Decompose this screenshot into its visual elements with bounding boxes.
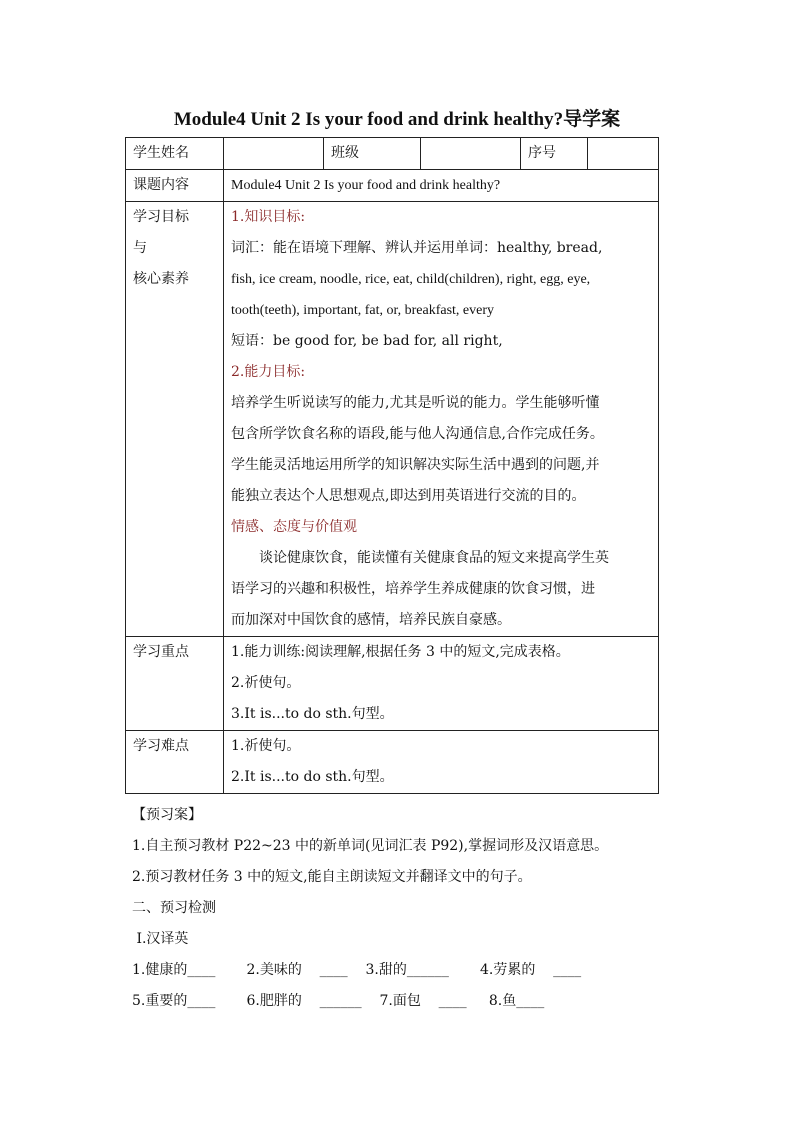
key-point-item: 1.能力训练:阅读理解,根据任务 3 中的短文,完成表格。 [231, 644, 570, 660]
vocab-line-3: tooth(teeth), important, fat, or, breakfast, every [231, 303, 495, 318]
ability-line-4: 能独立表达个人思想观点,即达到用英语进行交流的目的。 [231, 488, 586, 504]
emotion-goal-title: 情感、态度与价值观 [231, 519, 357, 535]
ability-line-3: 学生能灵活地运用所学的知识解决实际生活中遇到的问题,并 [231, 457, 600, 473]
class-label: 班级 [324, 138, 421, 170]
goals-label [126, 202, 224, 637]
difficulty-content [224, 731, 659, 794]
goals-row [126, 202, 659, 637]
preview-item-2: 2.预习教材任务 3 中的短文,能自主朗读短文并翻译文中的句子。 [132, 869, 532, 885]
ability-line-2: 包含所学饮食名称的语段,能与他人沟通信息,合作完成任务。 [231, 426, 604, 442]
emotion-line-1: 谈论健康饮食，能读懂有关健康食品的短文来提高学生英 [259, 550, 609, 566]
key-points-label: 学习重点 [126, 637, 224, 731]
translate-section-heading: Ⅰ.汉译英 [132, 931, 189, 947]
phrases-line: 短语：be good for, be bad for, all right, [231, 333, 503, 349]
key-point-item: 3.It is...to do sth.句型。 [231, 706, 394, 722]
student-name-value [224, 138, 324, 170]
emotion-line-3: 而加深对中国饮食的感情，培养民族自豪感。 [231, 612, 511, 628]
seat-number-label: 序号 [521, 138, 588, 170]
vocab-line-1: 词汇：能在语境下理解、辨认并运用单词：healthy, bread, [231, 240, 603, 256]
ability-line-1: 培养学生听说读写的能力,尤其是听说的能力。学生能够听懂 [231, 395, 600, 411]
exercise-row-2: 5.重要的____ 6.肥胖的 ______ 7.面包 ____ 8.鱼____ [132, 993, 545, 1009]
emotion-line-2: 语学习的兴趣和积极性，培养学生养成健康的饮食习惯，进 [231, 581, 595, 597]
goals-label-line-2: 与 [133, 240, 147, 256]
page-title: Module4 Unit 2 Is your food and drink healthy?导学案 [173, 109, 621, 130]
vocab-line-2: fish, ice cream, noodle, rice, eat, child(children), right, egg, eye, [231, 272, 591, 287]
exercise-row-1: 1.健康的____ 2.美味的 ____ 3.甜的______ 4.劳累的 ____ [132, 962, 582, 978]
difficulty-label: 学习难点 [126, 731, 224, 794]
key-point-item: 2.祈使句。 [231, 675, 301, 691]
knowledge-goal-title: 1.知识目标: [231, 209, 306, 225]
topic-value: Module4 Unit 2 Is your food and drink healthy? [224, 170, 659, 202]
goals-label-line-3: 核心素养 [133, 271, 189, 287]
preview-heading: 【预习案】 [132, 807, 202, 823]
student-name-label: 学生姓名 [126, 138, 224, 170]
key-points-row [126, 637, 659, 731]
topic-row [126, 170, 659, 202]
preview-item-1: 1.自主预习教材 P22~23 中的新单词(见词汇表 P92),掌握词形及汉语意思。 [132, 838, 609, 854]
lesson-plan-table [125, 137, 659, 794]
key-points-content [224, 637, 659, 731]
ability-goal-title: 2.能力目标: [231, 364, 306, 380]
preview-section [132, 800, 608, 1017]
topic-label: 课题内容 [126, 170, 224, 202]
check-heading: 二、预习检测 [132, 900, 216, 916]
goals-content [224, 202, 659, 637]
seat-number-value [588, 138, 659, 170]
class-value [421, 138, 521, 170]
goals-label-line-1: 学习目标 [133, 209, 189, 225]
difficulty-item: 2.It is...to do sth.句型。 [231, 769, 394, 785]
student-info-row [126, 138, 659, 170]
difficulty-item: 1.祈使句。 [231, 738, 301, 754]
difficulty-row [126, 731, 659, 794]
